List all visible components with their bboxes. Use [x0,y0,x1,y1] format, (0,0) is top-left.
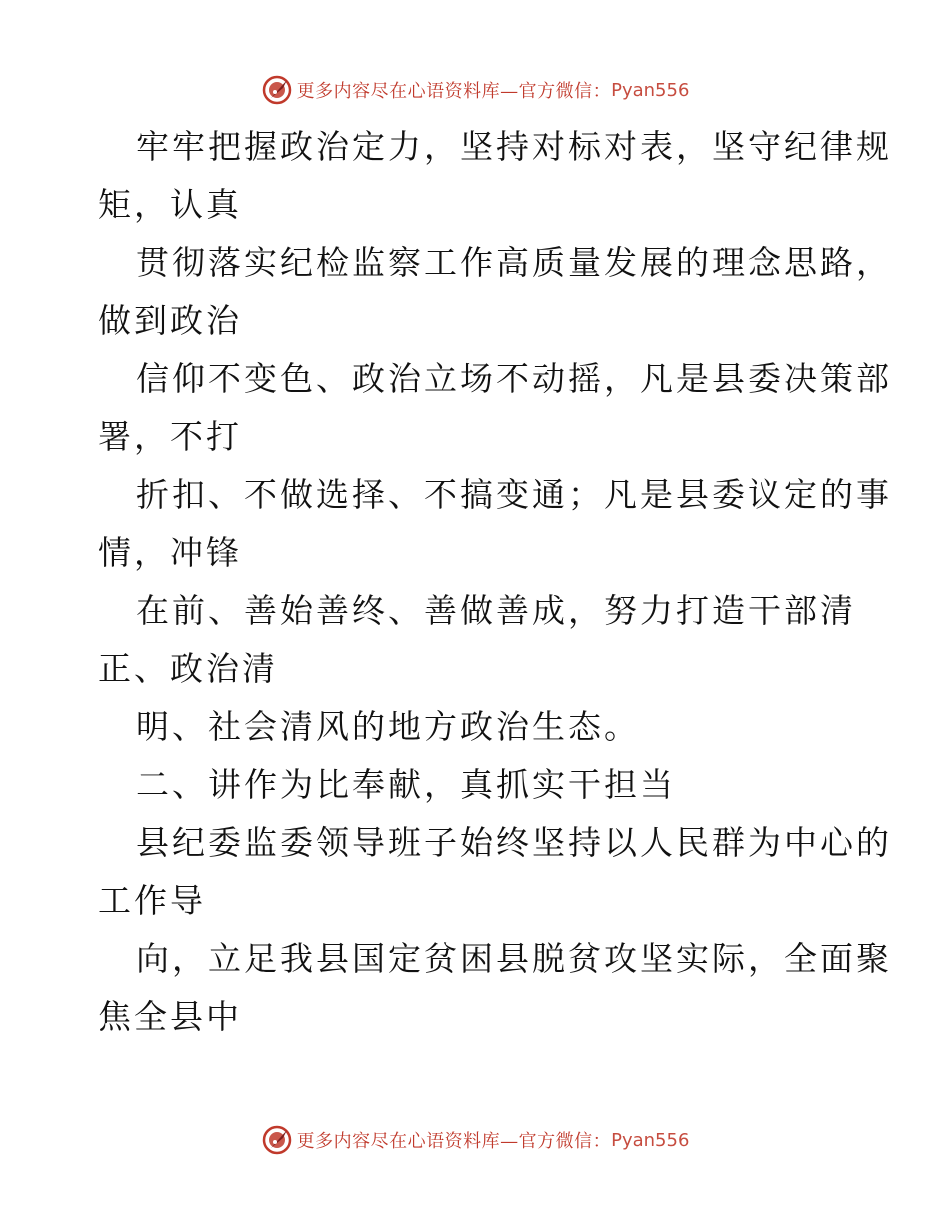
text-line: 县纪委监委领导班子始终坚持以人民群为中心的 [136,823,892,862]
text-line: 向，立足我县国定贫困县脱贫攻坚实际，全面聚 [136,939,892,978]
text-line: 做到政治 [98,301,242,340]
text-line: 正、政治清 [98,649,278,688]
text-line: 明、社会清风的地方政治生态。 [136,707,640,746]
header-watermark [0,70,950,110]
text-line: 焦全县中 [98,997,242,1036]
text-line: 署，不打 [98,417,242,456]
text-line: 贯彻落实纪检监察工作高质量发展的理念思路， [136,243,892,282]
footer-watermark [0,1120,950,1160]
watermark-text: 更多内容尽在心语资料库—官方微信： [296,81,612,102]
watermark-wechat-id: Pyan556 [611,79,690,101]
quill-logo-icon [261,1124,293,1156]
text-line: 矩，认真 [98,185,242,224]
text-line: 在前、善始善终、善做善成，努力打造干部清 [136,591,856,630]
text-line: 工作导 [98,881,206,920]
text-line: 折扣、不做选择、不搞变通；凡是县委议定的事 [136,475,892,514]
watermark-text: 更多内容尽在心语资料库—官方微信： [296,1131,612,1152]
text-line: 情，冲锋 [98,533,242,572]
text-line: 信仰不变色、政治立场不动摇，凡是县委决策部 [136,359,892,398]
document-body [98,118,892,1046]
watermark-wechat-id: Pyan556 [611,1129,690,1151]
quill-logo-icon [261,74,293,106]
text-line: 牢牢把握政治定力，坚持对标对表，坚守纪律规 [136,127,892,166]
text-line: 二、讲作为比奉献，真抓实干担当 [136,765,676,804]
